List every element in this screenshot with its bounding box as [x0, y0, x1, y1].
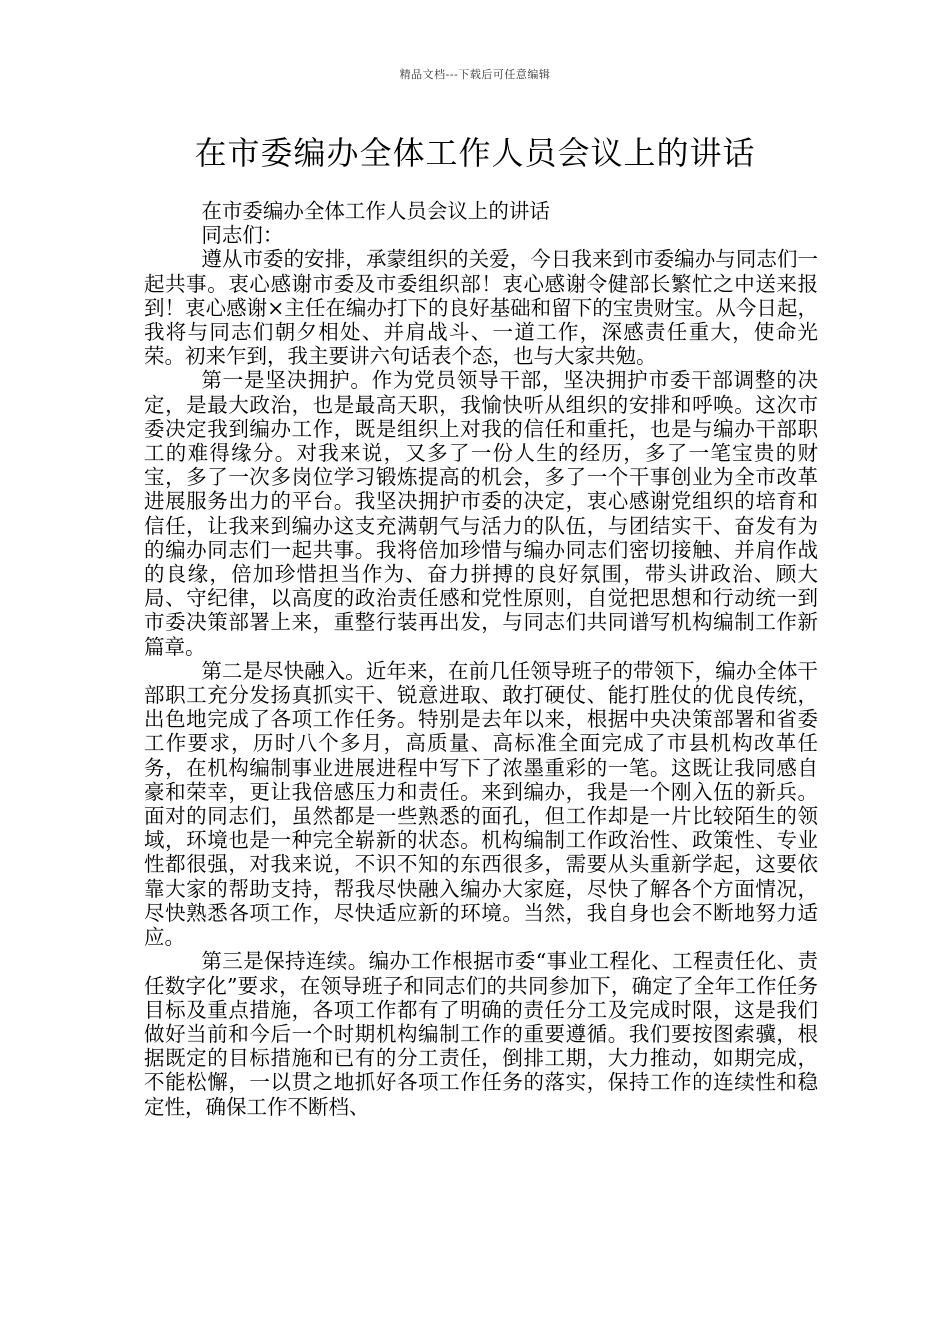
paragraph-second: 第二是尽快融入。近年来，在前几任领导班子的带领下，编办全体干部职工充分发扬真抓实干、锐意进取、敢打硬仗、能打胜仗的优良传统，出色地完成了各项工作任务。特别是去年以来，根据中央决策部署和省委工作要求，历时八个多月，高质量、高标准全面完成了市县机构改革任务，在机构编制事业进展进程中写下了浓墨重彩的一笔。这既让我同感自豪和荣幸，更让我倍感压力和责任。来到编办，我是一个刚入伍的新兵。面对的同志们，虽然都是一些熟悉的面孔，但工作却是一片比较陌生的领域，环境也是一种完全崭新的状态。机构编制工作政治性、政策性、专业性都很强，对我来说，不识不知的东西很多，需要从头重新学起，这要依靠大家的帮助支持，帮我尽快融入编办大家庭，尽快了解各个方面情况，尽快熟悉各项工作，尽快适应新的环境。当然，我自身也会不断地努力适应。 — [144, 658, 818, 950]
paragraph-third: 第三是保持连续。编办工作根据市委“事业工程化、工程责任化、责任数字化”要求，在领导班子和同志们的共同参加下，确定了全年工作任务目标及重点措施，各项工作都有了明确的责任分工及完成时限，这是我们做好当前和今后一个时期机构编制工作的重要遵循。我们要按图索骥，根据既定的目标措施和已有的分工责任，倒排工期，大力推动，如期完成，不能松懈，一以贯之地抓好各项工作任务的落实，保持工作的连续性和稳定性，确保工作不断档、 — [144, 949, 818, 1119]
paragraph-first: 第一是坚决拥护。作为党员领导干部，坚决拥护市委干部调整的决定，是最大政治，也是最高天职，我愉快听从组织的安排和呼唤。这次市委决定我到编办工作，既是组织上对我的信任和重托，也是与编办干部职工的难得缘分。对我来说，又多了一份人生的经历，多了一笔宝贵的财宝，多了一次多岗位学习锻炼提高的机会，多了一个干事创业为全市改革进展服务出力的平台。我坚决拥护市委的决定，衷心感谢党组织的培育和信任，让我来到编办这支充满朝气与活力的队伍，与团结实干、奋发有为的编办同志们一起共事。我将倍加珍惜与编办同志们密切接触、并肩作战的良缘，倍加珍惜担当作为、奋力拼搏的良好氛围，带头讲政治、顾大局、守纪律，以高度的政治责任感和党性原则，自觉把思想和行动统一到市委决策部署上来，重整行装再出发，与同志们共同谱写机构编制工作新篇章。 — [144, 368, 818, 659]
salutation: 同志们： — [201, 223, 284, 248]
document-title: 在市委编办全体工作人员会议上的讲话 — [194, 134, 756, 172]
subtitle-line: 在市委编办全体工作人员会议上的讲话 — [201, 199, 550, 223]
document-body — [144, 199, 818, 1119]
header-note: 精品文档---下载后可任意编辑 — [399, 68, 551, 81]
paragraph-intro: 遵从市委的安排，承蒙组织的关爱，今日我来到市委编办与同志们一起共事。衷心感谢市委及市委组织部！衷心感谢令健部长繁忙之中送来报到！衷心感谢×主任在编办打下的良好基础和留下的宝贵财宝。从今日起，我将与同志们朝夕相处、并肩战斗、一道工作，深感责任重大，使命光荣。初来乍到，我主要讲六句话表个态，也与大家共勉。 — [144, 247, 818, 369]
